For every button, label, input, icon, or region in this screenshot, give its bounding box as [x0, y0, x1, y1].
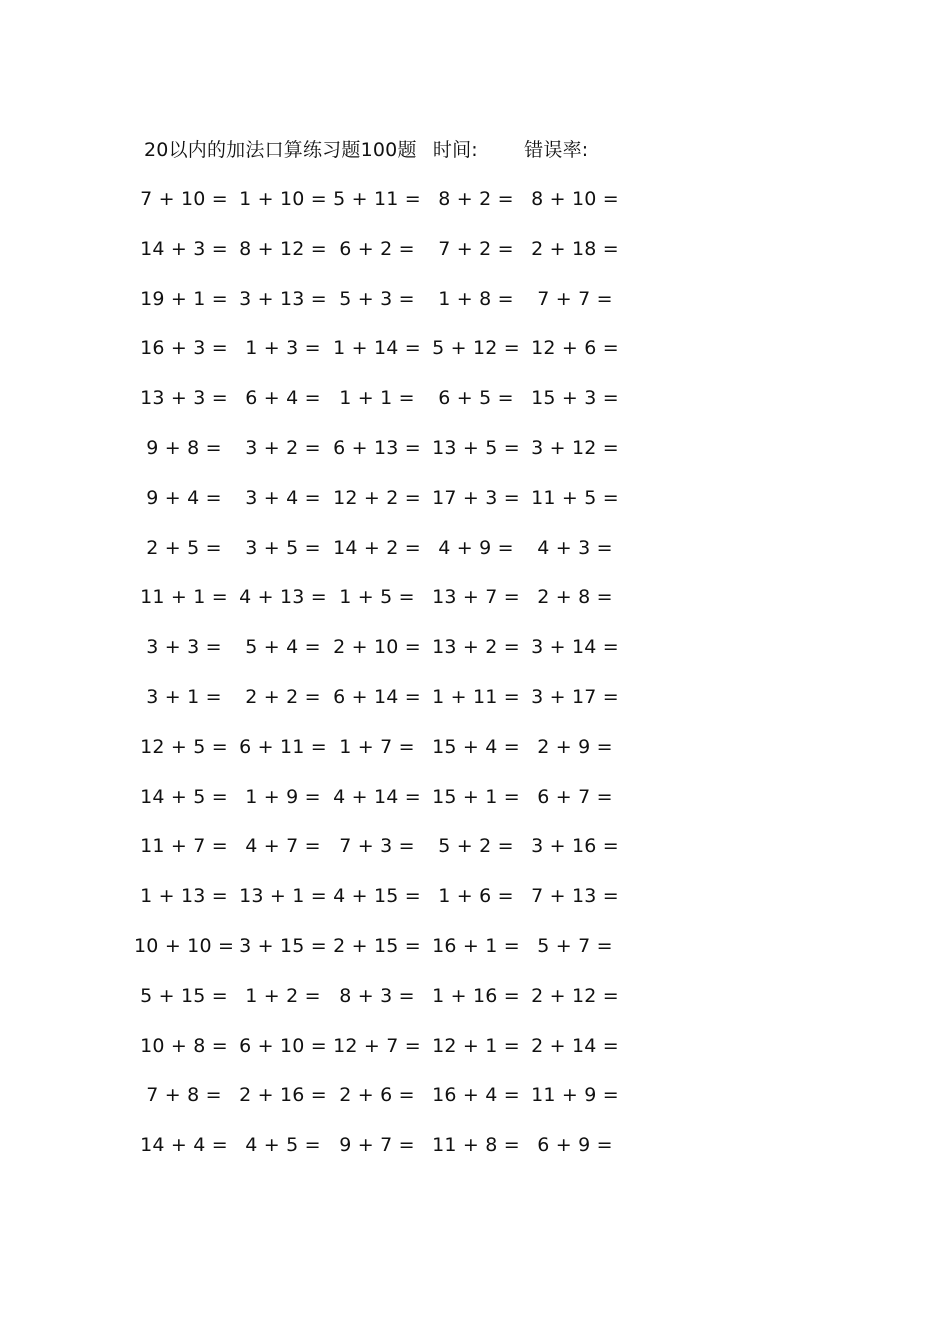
problem-cell: 2 + 15 = [333, 934, 421, 957]
problem-cell: 17 + 3 = [432, 486, 520, 509]
problem-cell: 1 + 2 = [245, 984, 321, 1007]
problem-cell: 15 + 1 = [432, 785, 520, 808]
problem-row [0, 634, 950, 684]
problem-cell: 19 + 1 = [140, 287, 228, 310]
problem-cell: 6 + 10 = [239, 1034, 327, 1057]
problem-cell: 8 + 2 = [438, 188, 514, 210]
problem-row [0, 784, 950, 834]
problem-row [0, 883, 950, 933]
problem-cell: 6 + 9 = [537, 1134, 613, 1157]
problem-cell: 11 + 8 = [432, 1134, 520, 1157]
problem-cell: 1 + 9 = [245, 785, 321, 808]
problem-cell: 4 + 7 = [245, 835, 321, 858]
problem-cell: 7 + 3 = [339, 835, 415, 858]
problem-cell: 2 + 2 = [245, 685, 321, 708]
problem-row [0, 584, 950, 634]
problem-cell: 4 + 15 = [333, 885, 421, 908]
problem-row [0, 385, 950, 435]
problem-cell: 3 + 16 = [531, 835, 619, 858]
problem-cell: 13 + 1 = [239, 885, 327, 908]
problem-cell: 8 + 10 = [531, 188, 619, 210]
worksheet-title: 20以内的加法口算练习题100题 [144, 139, 417, 161]
problem-cell: 10 + 8 = [140, 1034, 228, 1057]
problem-cell: 3 + 4 = [245, 486, 321, 509]
problem-row [0, 833, 950, 883]
problem-row [0, 435, 950, 485]
problem-cell: 7 + 10 = [140, 188, 228, 210]
problem-cell: 4 + 5 = [245, 1134, 321, 1157]
problem-cell: 1 + 1 = [339, 387, 415, 410]
problem-cell: 7 + 2 = [438, 237, 514, 260]
problem-cell: 3 + 3 = [146, 636, 222, 659]
problem-cell: 12 + 2 = [333, 486, 421, 509]
problem-cell: 11 + 9 = [531, 1084, 619, 1107]
problem-cell: 7 + 8 = [146, 1084, 222, 1107]
problem-cell: 5 + 3 = [339, 287, 415, 310]
problem-cell: 11 + 7 = [140, 835, 228, 858]
problem-row [0, 933, 950, 983]
problem-row [0, 485, 950, 535]
problem-row [0, 1082, 950, 1132]
problem-cell: 1 + 3 = [245, 337, 321, 360]
problem-row [0, 1132, 950, 1182]
problem-cell: 15 + 3 = [531, 387, 619, 410]
problem-cell: 1 + 6 = [438, 885, 514, 908]
problem-cell: 14 + 2 = [333, 536, 421, 559]
problem-cell: 6 + 14 = [333, 685, 421, 708]
problem-cell: 3 + 1 = [146, 685, 222, 708]
problem-cell: 15 + 4 = [432, 735, 520, 758]
problem-cell: 14 + 4 = [140, 1134, 228, 1157]
problem-row [0, 186, 950, 236]
problem-cell: 2 + 10 = [333, 636, 421, 659]
error-rate-label: 错误率: [524, 139, 589, 161]
problem-cell: 4 + 3 = [537, 536, 613, 559]
problem-cell: 14 + 5 = [140, 785, 228, 808]
problem-cell: 11 + 5 = [531, 486, 619, 509]
problem-cell: 3 + 15 = [239, 934, 327, 957]
problem-cell: 4 + 13 = [239, 586, 327, 609]
problem-cell: 3 + 2 = [245, 436, 321, 459]
problem-cell: 9 + 7 = [339, 1134, 415, 1157]
problem-cell: 1 + 14 = [333, 337, 421, 360]
problem-cell: 12 + 5 = [140, 735, 228, 758]
problem-cell: 8 + 3 = [339, 984, 415, 1007]
problem-cell: 7 + 7 = [537, 287, 613, 310]
problem-cell: 14 + 3 = [140, 237, 228, 260]
problem-cell: 1 + 13 = [140, 885, 228, 908]
problem-cell: 5 + 2 = [438, 835, 514, 858]
problem-cell: 10 + 10 = [134, 934, 235, 957]
problem-row [0, 236, 950, 286]
problem-cell: 4 + 9 = [438, 536, 514, 559]
problem-cell: 12 + 6 = [531, 337, 619, 360]
problem-cell: 13 + 7 = [432, 586, 520, 609]
problem-cell: 2 + 5 = [146, 536, 222, 559]
problem-cell: 2 + 16 = [239, 1084, 327, 1107]
problem-cell: 1 + 5 = [339, 586, 415, 609]
problem-cell: 6 + 13 = [333, 436, 421, 459]
problem-cell: 5 + 4 = [245, 636, 321, 659]
problem-cell: 2 + 8 = [537, 586, 613, 609]
problem-row [0, 335, 950, 385]
problem-cell: 13 + 2 = [432, 636, 520, 659]
problem-cell: 1 + 11 = [432, 685, 520, 708]
problem-cell: 2 + 9 = [537, 735, 613, 758]
problem-cell: 3 + 12 = [531, 436, 619, 459]
problem-cell: 4 + 14 = [333, 785, 421, 808]
problem-cell: 1 + 16 = [432, 984, 520, 1007]
problem-cell: 9 + 8 = [146, 436, 222, 459]
problem-cell: 12 + 1 = [432, 1034, 520, 1057]
problem-cell: 1 + 7 = [339, 735, 415, 758]
problem-cell: 1 + 8 = [438, 287, 514, 310]
problem-cell: 2 + 6 = [339, 1084, 415, 1107]
worksheet-header [144, 137, 588, 163]
problem-row [0, 684, 950, 734]
time-label: 时间: [432, 139, 478, 161]
problem-cell: 1 + 10 = [239, 188, 327, 210]
problem-cell: 2 + 18 = [531, 237, 619, 260]
problem-cell: 2 + 12 = [531, 984, 619, 1007]
problem-cell: 2 + 14 = [531, 1034, 619, 1057]
problem-cell: 11 + 1 = [140, 586, 228, 609]
problem-row [0, 535, 950, 585]
problem-cell: 13 + 5 = [432, 436, 520, 459]
problem-cell: 9 + 4 = [146, 486, 222, 509]
problem-cell: 6 + 4 = [245, 387, 321, 410]
problem-cell: 6 + 7 = [537, 785, 613, 808]
problem-cell: 16 + 1 = [432, 934, 520, 957]
problem-grid [0, 186, 950, 1182]
problem-row [0, 734, 950, 784]
problem-cell: 13 + 3 = [140, 387, 228, 410]
problem-row [0, 983, 950, 1033]
problem-cell: 3 + 14 = [531, 636, 619, 659]
problem-cell: 5 + 12 = [432, 337, 520, 360]
problem-cell: 16 + 3 = [140, 337, 228, 360]
problem-cell: 3 + 5 = [245, 536, 321, 559]
problem-cell: 3 + 17 = [531, 685, 619, 708]
problem-cell: 5 + 11 = [333, 188, 421, 210]
problem-cell: 6 + 5 = [438, 387, 514, 410]
problem-cell: 7 + 13 = [531, 885, 619, 908]
problem-row [0, 1033, 950, 1083]
problem-cell: 3 + 13 = [239, 287, 327, 310]
problem-cell: 5 + 15 = [140, 984, 228, 1007]
problem-cell: 12 + 7 = [333, 1034, 421, 1057]
problem-row [0, 286, 950, 336]
problem-cell: 16 + 4 = [432, 1084, 520, 1107]
problem-cell: 6 + 2 = [339, 237, 415, 260]
problem-cell: 5 + 7 = [537, 934, 613, 957]
problem-cell: 6 + 11 = [239, 735, 327, 758]
problem-cell: 8 + 12 = [239, 237, 327, 260]
